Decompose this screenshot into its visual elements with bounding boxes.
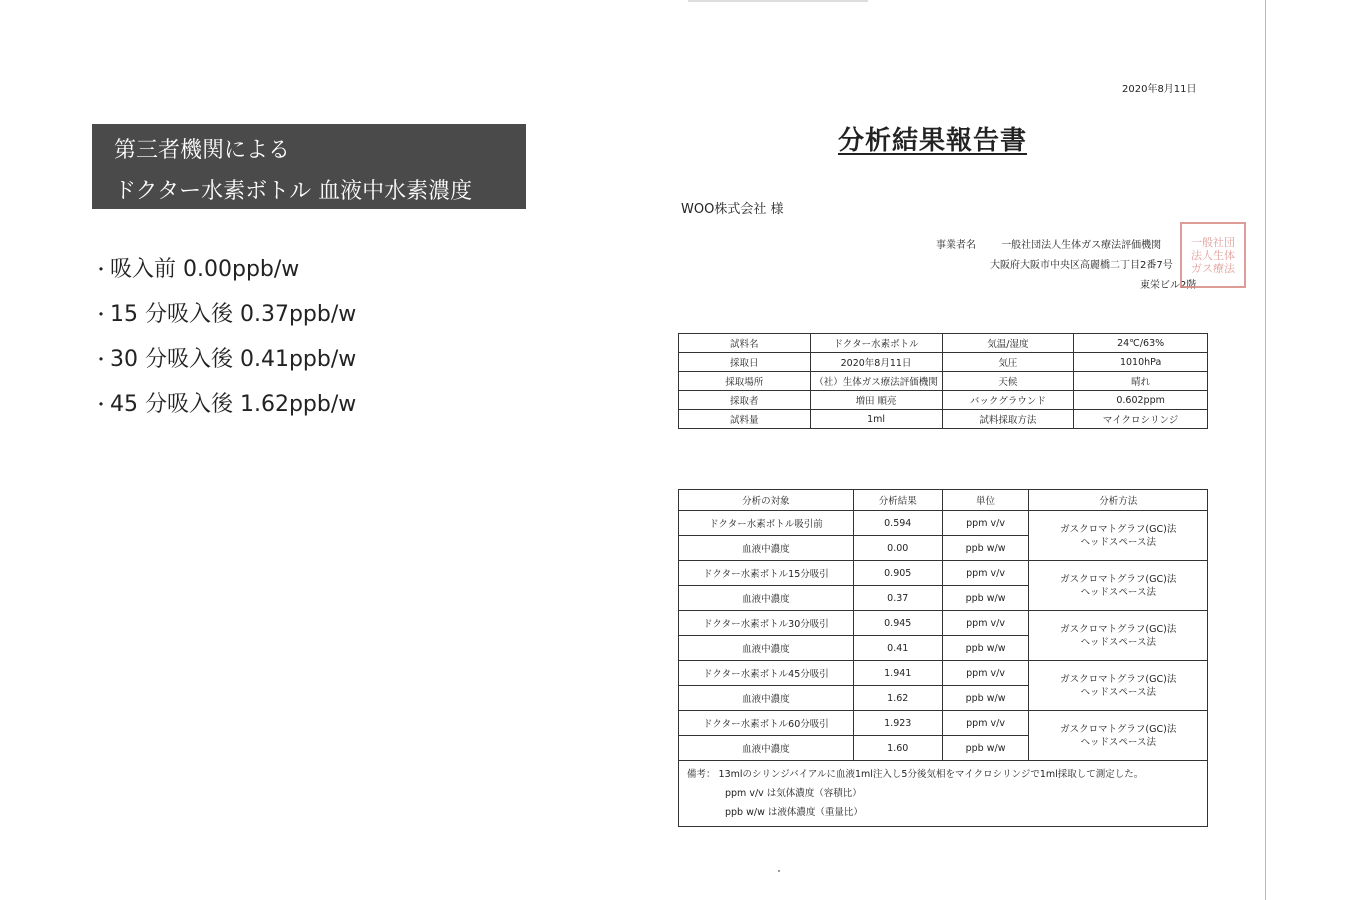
method-line: ガスクロマトグラフ(GC)法 [1060, 673, 1177, 685]
sample-cell: マイクロシリンジ [1074, 410, 1208, 429]
blood-concentration-label: 血液中濃度 [679, 536, 854, 561]
sample-cell: 0.602ppm [1074, 391, 1208, 410]
analysis-method [1029, 611, 1208, 661]
blood-concentration-label: 血液中濃度 [679, 686, 854, 711]
document-top-mark [688, 0, 868, 2]
analysis-unit: ppm v/v [942, 611, 1029, 636]
sample-row [679, 353, 1208, 372]
results-header: 分析方法 [1029, 490, 1208, 511]
results-row [679, 711, 1208, 736]
results-header: 分析結果 [853, 490, 942, 511]
method-line: ガスクロマトグラフ(GC)法 [1060, 523, 1177, 535]
bullet-item: ・ 15 分吸入後 0.37ppb/w [92, 293, 356, 338]
bullet-item: ・ 45 分吸入後 1.62ppb/w [92, 383, 356, 428]
analysis-target: ドクター水素ボトル吸引前 [679, 511, 854, 536]
analysis-result: 1.941 [853, 661, 942, 686]
results-row [679, 611, 1208, 636]
analysis-result: 1.923 [853, 711, 942, 736]
analysis-target: ドクター水素ボトル60分吸引 [679, 711, 854, 736]
sample-cell: （社）生体ガス療法評価機関 [810, 372, 942, 391]
blood-concentration-unit: ppb w/w [942, 636, 1029, 661]
blood-concentration-result: 0.41 [853, 636, 942, 661]
method-line: ヘッドスペース法 [1080, 586, 1156, 598]
analysis-results-table [678, 489, 1208, 827]
method-line: ガスクロマトグラフ(GC)法 [1060, 723, 1177, 735]
notes-line: 13mlのシリンジバイアルに血液1ml注入し5分後気相をマイクロシリンジで1ml採取して測定した。 [718, 769, 1144, 780]
bullet-list [92, 248, 356, 428]
sample-info-table [678, 333, 1208, 429]
results-row [679, 511, 1208, 536]
issuer-address: 大阪府大阪市中央区高麗橋二丁目2番7号 [990, 260, 1173, 271]
blood-concentration-result: 0.37 [853, 586, 942, 611]
report-client: WOO株式会社 様 [681, 202, 784, 217]
issuer-name: 一般社団法人生体ガス療法評価機関 [1001, 240, 1162, 251]
analysis-target: ドクター水素ボトル15分吸引 [679, 561, 854, 586]
sample-cell: 採取日 [679, 353, 811, 372]
company-seal-stamp: 一般社団 法人生体 ガス療法 [1180, 222, 1246, 288]
sample-cell: 気温/湿度 [942, 334, 1074, 353]
analysis-target: ドクター水素ボトル45分吸引 [679, 661, 854, 686]
sample-cell: 試料採取方法 [942, 410, 1074, 429]
blood-concentration-unit: ppb w/w [942, 686, 1029, 711]
analysis-method [1029, 561, 1208, 611]
sample-cell: バックグラウンド [942, 391, 1074, 410]
sample-cell: 晴れ [1074, 372, 1208, 391]
results-header: 分析の対象 [679, 490, 854, 511]
analysis-result: 0.945 [853, 611, 942, 636]
results-row [679, 661, 1208, 686]
method-line: ガスクロマトグラフ(GC)法 [1060, 623, 1177, 635]
blood-concentration-unit: ppb w/w [942, 536, 1029, 561]
sample-cell: 天候 [942, 372, 1074, 391]
sample-row [679, 391, 1208, 410]
analysis-method [1029, 511, 1208, 561]
blood-concentration-label: 血液中濃度 [679, 736, 854, 761]
sample-cell: 採取者 [679, 391, 811, 410]
analysis-result: 0.594 [853, 511, 942, 536]
blood-concentration-label: 血液中濃度 [679, 636, 854, 661]
sample-cell: 試料名 [679, 334, 811, 353]
analysis-method [1029, 711, 1208, 761]
blood-concentration-result: 1.60 [853, 736, 942, 761]
method-line: ヘッドスペース法 [1080, 536, 1156, 548]
sample-row [679, 372, 1208, 391]
sample-cell: ドクター水素ボトル [810, 334, 942, 353]
analysis-unit: ppm v/v [942, 561, 1029, 586]
sample-row [679, 334, 1208, 353]
method-line: ヘッドスペース法 [1080, 736, 1156, 748]
notes-line: ppb w/w は液体濃度（重量比） [725, 807, 863, 818]
blood-concentration-unit: ppb w/w [942, 736, 1029, 761]
issuer-label: 事業者名 [936, 240, 976, 251]
analysis-result: 0.905 [853, 561, 942, 586]
analysis-unit: ppm v/v [942, 711, 1029, 736]
notes-label: 備考： [687, 769, 716, 780]
analysis-unit: ppm v/v [942, 511, 1029, 536]
analysis-method [1029, 661, 1208, 711]
notes-line: ppm v/v は気体濃度（容積比） [725, 788, 862, 799]
analysis-unit: ppm v/v [942, 661, 1029, 686]
scan-dot [778, 870, 780, 872]
report-title: 分析結果報告書 [838, 126, 1028, 156]
method-line: ヘッドスペース法 [1080, 636, 1156, 648]
results-row [679, 561, 1208, 586]
report-date: 2020年8月11日 [1122, 84, 1197, 95]
blood-concentration-result: 1.62 [853, 686, 942, 711]
sample-cell: 気圧 [942, 353, 1074, 372]
analysis-target: ドクター水素ボトル30分吸引 [679, 611, 854, 636]
issuer-block [936, 236, 1196, 296]
slide-title-box [92, 124, 526, 209]
notes-cell [679, 761, 1208, 827]
bullet-item: ・ 30 分吸入後 0.41ppb/w [92, 338, 356, 383]
sample-cell: 24℃/63% [1074, 334, 1208, 353]
sample-cell: 試料量 [679, 410, 811, 429]
sample-cell: 1010hPa [1074, 353, 1208, 372]
bullet-item: ・ 吸入前 0.00ppb/w [92, 248, 356, 293]
document-edge-divider [1265, 0, 1266, 900]
sample-row [679, 410, 1208, 429]
sample-cell: 1ml [810, 410, 942, 429]
method-line: ガスクロマトグラフ(GC)法 [1060, 573, 1177, 585]
sample-cell: 2020年8月11日 [810, 353, 942, 372]
blood-concentration-label: 血液中濃度 [679, 586, 854, 611]
blood-concentration-unit: ppb w/w [942, 586, 1029, 611]
issuer-building: 東栄ビル2階 [1140, 280, 1197, 291]
blood-concentration-result: 0.00 [853, 536, 942, 561]
results-header: 単位 [942, 490, 1029, 511]
sample-cell: 採取場所 [679, 372, 811, 391]
slide-title-line2: ドクター水素ボトル 血液中水素濃度 [114, 179, 473, 204]
slide-title-line1: 第三者機関による [114, 138, 291, 163]
sample-cell: 増田 順亮 [810, 391, 942, 410]
method-line: ヘッドスペース法 [1080, 686, 1156, 698]
